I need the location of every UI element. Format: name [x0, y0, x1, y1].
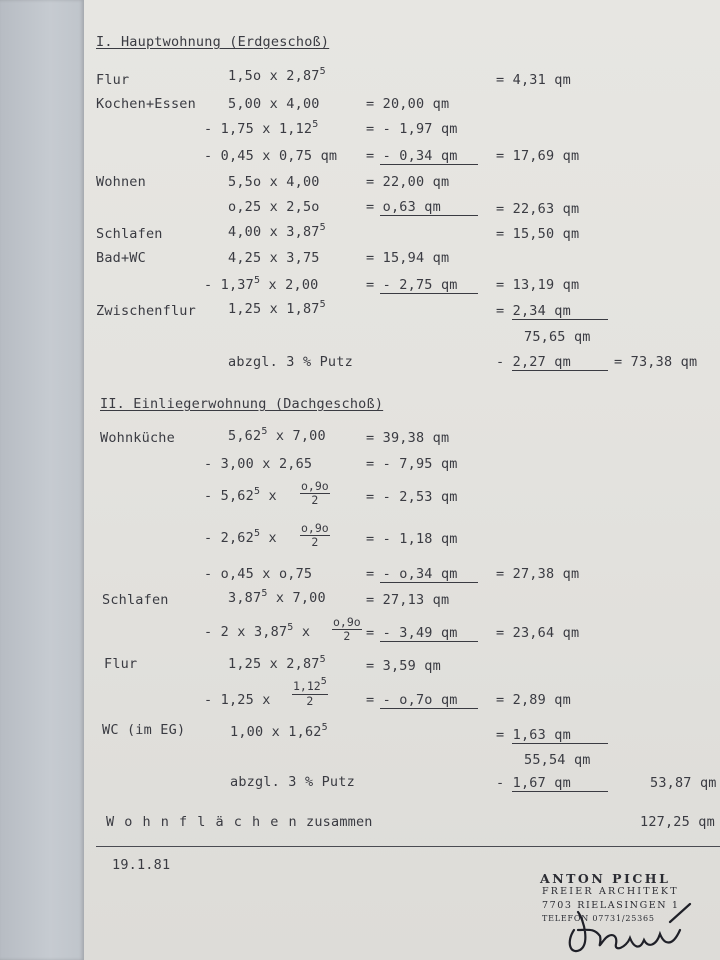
- row-label-flur2: Flur: [104, 656, 138, 672]
- row-calc: 1,5o x 2,87$^5$: [228, 66, 326, 84]
- underline: [380, 641, 478, 642]
- row-calc: - 0,45 x 0,75 qm: [204, 148, 338, 164]
- section2-total: 55,54 qm: [524, 752, 591, 768]
- putz-label: abzgl. 3 % Putz: [228, 354, 353, 370]
- section2-final: 53,87 qm: [650, 775, 717, 791]
- section1-title: I. Hauptwohnung (Erdgeschoß): [96, 34, 330, 50]
- underline: [380, 215, 478, 216]
- row-calc: 3,87$^5$ x 7,00: [228, 588, 326, 606]
- row-calc: - 3,00 x 2,65: [204, 456, 313, 472]
- fraction: $\frac{o,9o}{2}$: [333, 615, 361, 643]
- row-calc: 1,25 x 1,87$^5$: [228, 299, 326, 317]
- summary-value: 127,25 qm: [640, 814, 715, 830]
- row-calc: - 1,75 x 1,12$^5$: [204, 119, 319, 137]
- row-result: = 22,63 qm: [496, 201, 580, 217]
- fraction: $\frac{o,9o}{2}$: [301, 479, 329, 507]
- row-subtotal: = 15,94 qm: [366, 250, 450, 266]
- stamp-address: 7703 RIELASINGEN 1: [542, 900, 680, 911]
- row-result: = 23,64 qm: [496, 625, 580, 641]
- row-calc: - 2,62$^5$ x: [204, 528, 277, 546]
- section2-title: II. Einliegerwohnung (Dachgeschoß): [100, 396, 384, 412]
- row-calc: - 5,62$^5$ x: [204, 486, 277, 504]
- putz-value: - 2,27 qm: [496, 354, 571, 370]
- row-label-schlafen: Schlafen: [102, 592, 169, 608]
- row-subtotal: = o,63 qm: [366, 199, 441, 215]
- row-result: = 1,63 qm: [496, 727, 571, 743]
- row-result: = 15,50 qm: [496, 226, 580, 242]
- row-calc: 1,00 x 1,62$^5$: [230, 722, 328, 740]
- row-subtotal: = 3,59 qm: [366, 658, 441, 674]
- row-subtotal: = 27,13 qm: [366, 592, 450, 608]
- row-subtotal: = - 3,49 qm: [366, 625, 458, 641]
- page-margin-left: [0, 0, 84, 960]
- row-calc: 5,62$^5$ x 7,00: [228, 426, 326, 444]
- row-label-wc: WC (im EG): [102, 722, 186, 738]
- row-subtotal: = - 1,97 qm: [366, 121, 458, 137]
- row-calc: - o,45 x o,75: [204, 566, 313, 582]
- row-subtotal: = 20,00 qm: [366, 96, 450, 112]
- fraction: $\frac{o,9o}{2}$: [301, 521, 329, 549]
- stamp-name: ANTON PICHL: [540, 871, 671, 886]
- row-calc: 5,00 x 4,00: [228, 96, 320, 112]
- row-subtotal: = - 2,53 qm: [366, 489, 458, 505]
- row-result: = 27,38 qm: [496, 566, 580, 582]
- row-label-wohnen: Wohnen: [96, 174, 146, 190]
- row-subtotal: = - 0,34 qm: [366, 148, 458, 164]
- row-calc: o,25 x 2,5o: [228, 199, 320, 215]
- section1-final: = 73,38 qm: [614, 354, 698, 370]
- row-subtotal: = - 1,18 qm: [366, 531, 458, 547]
- row-label-bad: Bad+WC: [96, 250, 146, 266]
- underline: [380, 164, 478, 165]
- stamp-title: FREIER ARCHITEKT: [542, 886, 679, 897]
- putz-label: abzgl. 3 % Putz: [230, 774, 355, 790]
- underline: [380, 708, 478, 709]
- putz-value: - 1,67 qm: [496, 775, 571, 791]
- row-label-wohnkueche: Wohnküche: [100, 430, 175, 446]
- underline: [380, 293, 478, 294]
- row-label-schlafen: Schlafen: [96, 226, 163, 242]
- row-calc: - 1,37$^5$ x 2,00: [204, 275, 319, 293]
- signature: [560, 900, 710, 958]
- fraction: $\frac{1,125}{2}$: [293, 676, 327, 708]
- underline: [512, 370, 608, 371]
- stamp-phone: TELEFON 07731/25365: [542, 914, 655, 923]
- row-subtotal: = 22,00 qm: [366, 174, 450, 190]
- row-label-zwischenflur: Zwischenflur: [96, 303, 196, 319]
- row-label-kochen: Kochen+Essen: [96, 96, 196, 112]
- row-result: = 2,34 qm: [496, 303, 571, 319]
- row-calc: - 2 x 3,87$^5$ x: [204, 622, 311, 640]
- underline: [512, 743, 608, 744]
- divider: [96, 846, 720, 847]
- underline: [512, 791, 608, 792]
- row-subtotal: = - o,7o qm: [366, 692, 458, 708]
- underline: [380, 582, 478, 583]
- row-subtotal: = 39,38 qm: [366, 430, 450, 446]
- row-calc: 4,25 x 3,75: [228, 250, 320, 266]
- row-label-flur: Flur: [96, 72, 130, 88]
- row-result: = 17,69 qm: [496, 148, 580, 164]
- row-result: = 2,89 qm: [496, 692, 571, 708]
- underline: [512, 319, 608, 320]
- row-calc: 4,00 x 3,87$^5$: [228, 222, 326, 240]
- row-calc: 5,5o x 4,00: [228, 174, 320, 190]
- row-subtotal: = - 2,75 qm: [366, 277, 458, 293]
- row-subtotal: = - o,34 qm: [366, 566, 458, 582]
- date: 19.1.81: [112, 857, 171, 873]
- section1-total: 75,65 qm: [524, 329, 591, 345]
- row-result: = 4,31 qm: [496, 72, 571, 88]
- row-calc: - 1,25 x: [204, 692, 271, 708]
- row-calc: 1,25 x 2,87$^5$: [228, 654, 326, 672]
- row-subtotal: = - 7,95 qm: [366, 456, 458, 472]
- summary-label: W o h n f l ä c h e n zusammen: [106, 814, 373, 830]
- row-result: = 13,19 qm: [496, 277, 580, 293]
